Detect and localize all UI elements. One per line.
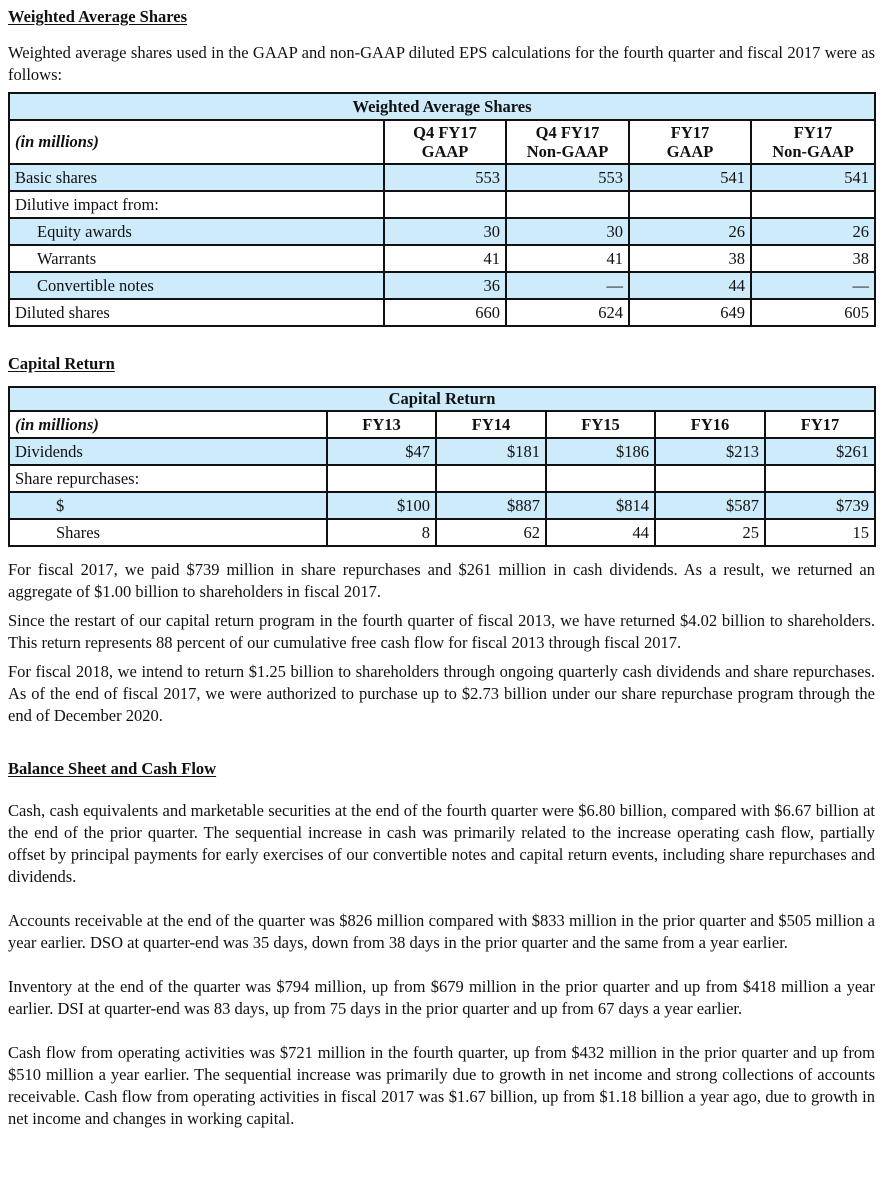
- cell-value: [327, 465, 436, 492]
- cell-value: 41: [384, 245, 506, 272]
- balance-sheet-paragraph: Inventory at the end of the quarter was $794 million, up from $679 million in the prior quarter and up from $418 million a year earlier. DSI at quarter-end was 83 days, up from 75 days in the prior quarter and up from 67 days a year earlier.: [8, 977, 875, 1018]
- cell-value: 541: [751, 164, 875, 191]
- cell-value: 25: [655, 519, 765, 546]
- column-header: FY13: [327, 411, 436, 438]
- cell-value: 44: [629, 272, 751, 299]
- row-label: Dilutive impact from:: [9, 191, 384, 218]
- column-header-line1: Q4 FY17: [535, 123, 600, 142]
- weighted-average-shares-table: [8, 92, 876, 327]
- table-caption: Weighted Average Shares: [9, 93, 875, 120]
- cell-value: 8: [327, 519, 436, 546]
- column-header-line2: GAAP: [421, 142, 469, 161]
- column-header: FY15: [546, 411, 655, 438]
- cell-value: —: [506, 272, 629, 299]
- table-row: [9, 272, 875, 299]
- table-row: [9, 299, 875, 326]
- table-row: [9, 245, 875, 272]
- column-header-line2: GAAP: [666, 142, 714, 161]
- cell-value: 38: [751, 245, 875, 272]
- cell-value: 553: [384, 164, 506, 191]
- row-label: Warrants: [9, 245, 384, 272]
- table-row: [9, 191, 875, 218]
- cell-value: 660: [384, 299, 506, 326]
- cell-value: 38: [629, 245, 751, 272]
- column-header-line2: Non-GAAP: [772, 142, 854, 161]
- cell-value: 605: [751, 299, 875, 326]
- row-label: Basic shares: [9, 164, 384, 191]
- cell-value: 62: [436, 519, 546, 546]
- column-header: FY16: [655, 411, 765, 438]
- row-label: Share repurchases:: [9, 465, 327, 492]
- capital-return-paragraph: For fiscal 2017, we paid $739 million in share repurchases and $261 million in cash dividends. As a result, we returned an aggregate of $1.00 billion to shareholders in fiscal 2017.: [8, 560, 875, 601]
- cell-value: [655, 465, 765, 492]
- column-header-line1: Q4 FY17: [413, 123, 477, 142]
- row-label: Dividends: [9, 438, 327, 465]
- cell-value: 26: [629, 218, 751, 245]
- balance-sheet-paragraph: Cash, cash equivalents and marketable securities at the end of the fourth quarter were $6.80 billion, compared with $6.67 billion at the end of the prior quarter. The sequential increase in cash was primarily related to the increase operating cash flow, partially offset by principal payments for early exercises of our convertible notes and capital return events, including share repurchases and dividends.: [8, 801, 875, 886]
- cell-value: [506, 191, 629, 218]
- cell-value: $100: [327, 492, 436, 519]
- cell-value: [751, 191, 875, 218]
- cell-value: [436, 465, 546, 492]
- row-label: Diluted shares: [9, 299, 384, 326]
- table-row: [9, 164, 875, 191]
- column-header-line1: FY17: [670, 123, 710, 142]
- cell-value: 624: [506, 299, 629, 326]
- table-row: [9, 492, 875, 519]
- cell-value: [629, 191, 751, 218]
- row-label: Convertible notes: [9, 272, 384, 299]
- balance-sheet-paragraph: Accounts receivable at the end of the quarter was $826 million compared with $833 million in the prior quarter and $505 million a year earlier. DSO at quarter-end was 35 days, down from 38 days in the prior quarter and the same from a year earlier.: [8, 911, 875, 952]
- table-caption-row: [9, 93, 875, 120]
- table-row: [9, 519, 875, 546]
- cell-value: $739: [765, 492, 875, 519]
- cell-value: [546, 465, 655, 492]
- cell-value: 15: [765, 519, 875, 546]
- cell-value: $587: [655, 492, 765, 519]
- cell-value: $887: [436, 492, 546, 519]
- column-header: [384, 120, 506, 164]
- cell-value: 26: [751, 218, 875, 245]
- table-row: [9, 438, 875, 465]
- column-header: FY17: [765, 411, 875, 438]
- section-heading-weighted-average-shares: Weighted Average Shares: [8, 7, 188, 26]
- cell-value: 553: [506, 164, 629, 191]
- section-heading-capital-return: Capital Return: [8, 354, 115, 373]
- table-header-row: [9, 411, 875, 438]
- column-header-line2: Non-GAAP: [526, 142, 609, 161]
- table-caption-row: [9, 387, 875, 411]
- capital-return-paragraph: For fiscal 2018, we intend to return $1.25 billion to shareholders through ongoing quarterly cash dividends and share repurchases. As of the end of fiscal 2017, we were authorized to purchase up to $2.73 billion under our share repurchase program through the end of December 2020.: [8, 662, 875, 725]
- cell-value: 44: [546, 519, 655, 546]
- table-row: [9, 218, 875, 245]
- cell-value: 41: [506, 245, 629, 272]
- table-row: [9, 465, 875, 492]
- column-header: [506, 120, 629, 164]
- column-header: [751, 120, 875, 164]
- cell-value: 30: [506, 218, 629, 245]
- balance-sheet-paragraph: Cash flow from operating activities was $721 million in the fourth quarter, up from $432 million in the prior quarter and up from $510 million a year earlier. The sequential increase was primarily due to growth in net income and strong collections of accounts receivable. Cash flow from operating activities in fiscal 2017 was $1.67 billion, up from $1.18 billion a year ago, due to growth in net income and changes in working capital.: [8, 1043, 875, 1128]
- cell-value: $814: [546, 492, 655, 519]
- cell-value: 541: [629, 164, 751, 191]
- unit-label: (in millions): [9, 120, 384, 164]
- cell-value: —: [751, 272, 875, 299]
- section-heading-balance-sheet: Balance Sheet and Cash Flow: [8, 759, 217, 778]
- capital-return-paragraph: Since the restart of our capital return program in the fourth quarter of fiscal 2013, we have returned $4.02 billion to shareholders. This return represents 88 percent of our cumulative free cash flow for fiscal 2013 through fiscal 2017.: [8, 611, 875, 652]
- cell-value: $181: [436, 438, 546, 465]
- cell-value: $47: [327, 438, 436, 465]
- table-header-row: [9, 120, 875, 164]
- cell-value: [765, 465, 875, 492]
- row-label: $: [9, 492, 327, 519]
- cell-value: 649: [629, 299, 751, 326]
- column-header: [629, 120, 751, 164]
- column-header: FY14: [436, 411, 546, 438]
- row-label: Shares: [9, 519, 327, 546]
- cell-value: $213: [655, 438, 765, 465]
- weighted-intro-paragraph: Weighted average shares used in the GAAP and non-GAAP diluted EPS calculations for the fourth quarter and fiscal 2017 were as follows:: [8, 43, 875, 84]
- cell-value: 36: [384, 272, 506, 299]
- cell-value: [384, 191, 506, 218]
- table-caption: Capital Return: [9, 387, 875, 411]
- unit-label: (in millions): [9, 411, 327, 438]
- capital-return-table: [8, 386, 876, 547]
- cell-value: $186: [546, 438, 655, 465]
- cell-value: $261: [765, 438, 875, 465]
- cell-value: 30: [384, 218, 506, 245]
- column-header-line1: FY17: [793, 123, 833, 142]
- row-label: Equity awards: [9, 218, 384, 245]
